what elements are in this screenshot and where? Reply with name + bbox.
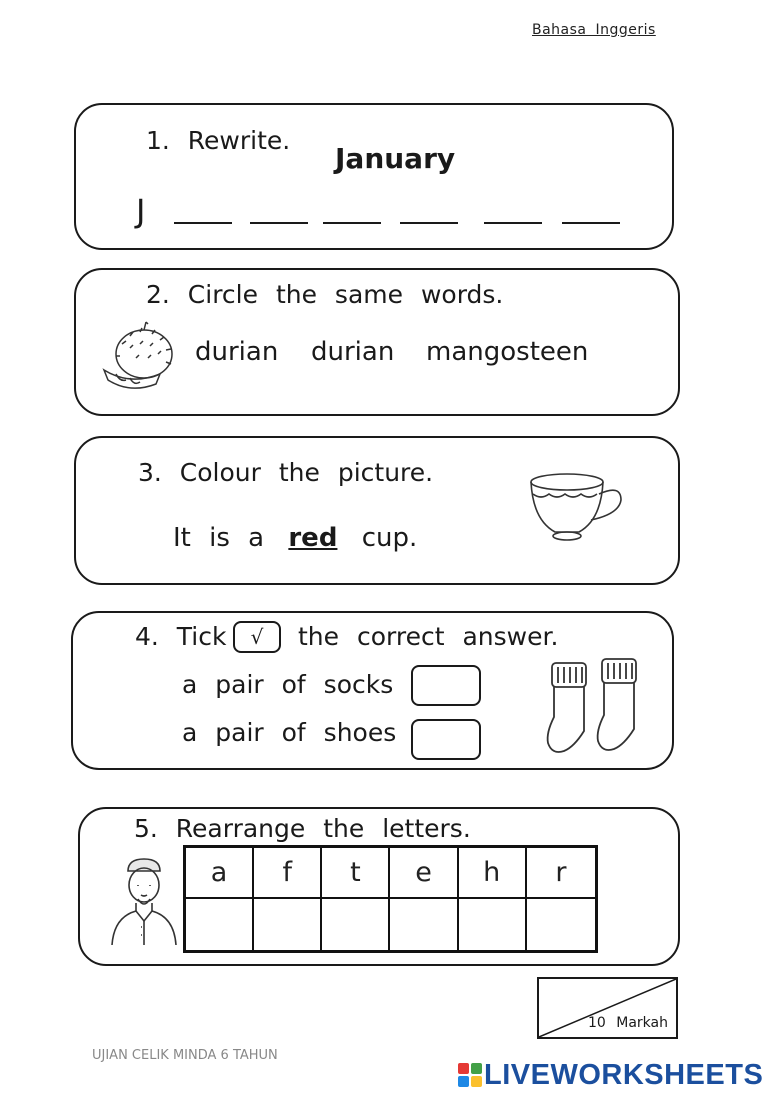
word-option-2[interactable]: durian: [311, 337, 395, 367]
letter-cell: e: [390, 848, 458, 899]
answer-cell[interactable]: [527, 899, 595, 950]
logo-icon: [458, 1063, 482, 1087]
letter-cell: f: [254, 848, 322, 899]
answer-cell[interactable]: [254, 899, 322, 950]
subject-label: Bahasa Inggeris: [532, 22, 656, 38]
socks-icon: [540, 655, 644, 759]
blank-line-6[interactable]: [562, 222, 620, 224]
question-1-title: 1. Rewrite.: [146, 126, 291, 155]
sentence-start: It is a: [173, 523, 265, 553]
answer-cell[interactable]: [186, 899, 254, 950]
option-shoes-checkbox[interactable]: [411, 719, 481, 760]
answer-cell[interactable]: [390, 899, 458, 950]
question-4-title-end: the correct answer.: [298, 622, 559, 651]
blank-line-4[interactable]: [400, 222, 458, 224]
word-option-1[interactable]: durian: [195, 337, 279, 367]
question-4-title-start: 4. Tick: [135, 622, 227, 651]
colour-word: red: [288, 523, 338, 553]
question-1-first-letter: J: [136, 192, 146, 230]
letter-grid: [183, 845, 598, 953]
option-socks-label: a pair of socks: [182, 670, 394, 699]
blank-line-5[interactable]: [484, 222, 542, 224]
word-option-3[interactable]: mangosteen: [426, 337, 589, 367]
answer-cell[interactable]: [459, 899, 527, 950]
tick-example-box: [233, 621, 281, 653]
marks-label: 10 Markah: [588, 1015, 668, 1031]
blank-line-2[interactable]: [250, 222, 308, 224]
question-4-title: [135, 622, 226, 651]
marks-box: [537, 977, 678, 1039]
durian-icon: [100, 320, 176, 392]
sentence-end: cup.: [361, 523, 418, 553]
question-5-title: 5. Rearrange the letters.: [134, 814, 471, 843]
question-2-title: 2. Circle the same words.: [146, 280, 504, 309]
blank-line-1[interactable]: [174, 222, 232, 224]
option-shoes-label: a pair of shoes: [182, 718, 397, 747]
letter-cell: t: [322, 848, 390, 899]
question-1-word: January: [335, 142, 456, 175]
exam-title: UJIAN CELIK MINDA 6 TAHUN: [92, 1048, 278, 1063]
man-icon: [108, 855, 180, 947]
letter-cell: a: [186, 848, 254, 899]
option-socks-checkbox[interactable]: [411, 665, 481, 706]
blank-line-3[interactable]: [323, 222, 381, 224]
tick-symbol: √: [250, 625, 264, 649]
letter-cell: h: [459, 848, 527, 899]
letter-cell: r: [527, 848, 595, 899]
question-3-sentence: [173, 523, 417, 553]
answer-cell[interactable]: [322, 899, 390, 950]
liveworksheets-logo[interactable]: [458, 1058, 763, 1092]
question-3-title: 3. Colour the picture.: [138, 458, 434, 487]
brand-name: LIVEWORKSHEETS: [484, 1058, 764, 1091]
teacup-icon[interactable]: [525, 470, 627, 544]
